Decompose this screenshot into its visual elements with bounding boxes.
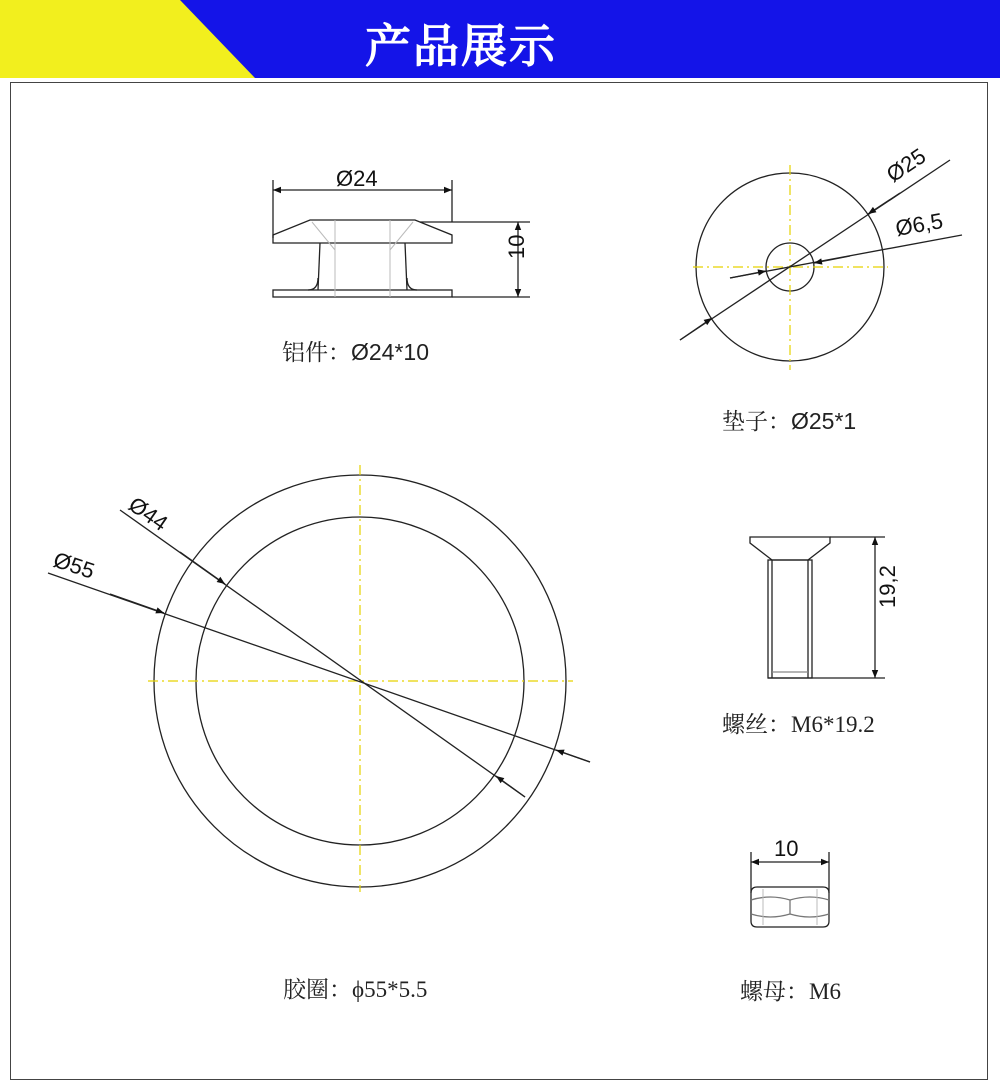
rubber-ring-value: ϕ55*5.5 (352, 977, 428, 1002)
rubber-ring-drawing (48, 465, 590, 892)
washer-inner-label: Ø6,5 (893, 208, 945, 241)
aluminium-width-label: Ø24 (336, 166, 378, 191)
ring-inner-label: Ø44 (124, 491, 173, 536)
nut-value: M6 (809, 979, 841, 1004)
screw-drawing (750, 537, 885, 678)
aluminium-height-label: 10 (504, 234, 529, 259)
ring-outer-label: Ø55 (50, 546, 98, 584)
aluminium-caption (282, 334, 429, 367)
washer-drawing (680, 160, 962, 370)
nut-width-label: 10 (774, 836, 799, 861)
rubber-ring-caption (283, 971, 427, 1004)
washer-caption (722, 403, 856, 436)
washer-outer-label: Ø25 (881, 143, 931, 188)
page-title: 产品展示 (365, 19, 557, 73)
aluminium-value: Ø24*10 (351, 339, 430, 365)
screw-name: 螺丝： (722, 712, 791, 738)
washer-name: 垫子： (722, 409, 791, 435)
rubber-ring-name: 胶圈： (283, 977, 352, 1003)
aluminium-name: 铝件： (282, 340, 351, 366)
screw-length-label: 19,2 (875, 565, 900, 608)
screw-caption (722, 706, 875, 739)
screw-value: M6*19.2 (791, 712, 875, 737)
aluminium-part-drawing (273, 180, 530, 297)
nut-name: 螺母： (740, 979, 809, 1005)
nut-drawing (751, 852, 829, 927)
washer-value: Ø25*1 (791, 408, 857, 434)
nut-caption (740, 973, 841, 1006)
